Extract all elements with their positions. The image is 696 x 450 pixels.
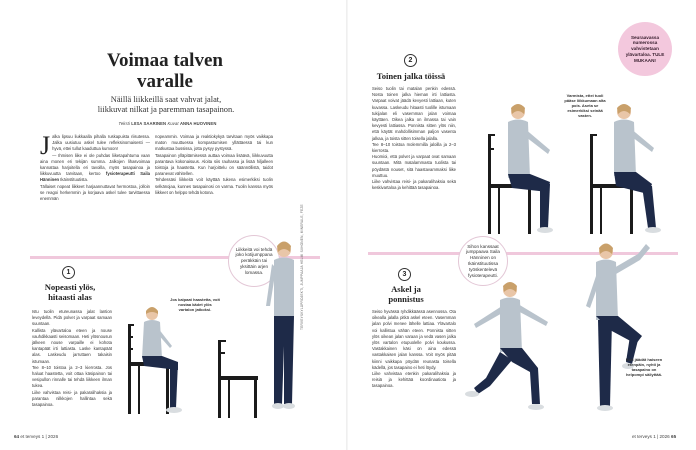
footer-right-brand: et terveys: [632, 434, 652, 439]
footer-left-page: 64: [14, 434, 20, 439]
section-1-p4: Liike vahvistaa reisi- ja pakaralihaksia ja parantaa nilkkojen hallintaa sekä tasapainoa.: [32, 389, 112, 408]
section-2-p2: Tee 8–10 toistoa molemmilla jaloilla ja 2–3 kierrosta.: [372, 141, 456, 154]
section-1-body: [32, 309, 112, 408]
person-seated-icon: [142, 307, 182, 413]
footer-left-issue: 1 | 2026: [41, 434, 59, 439]
intro-col2-p3: Tehdessäsi liikkeitä voit käyttää tukena esimerkiksi tuolin selkänojaa, kunnes tasapainosi on varma. Tuolin kanssa myös liikkeet on helppo tehdä kotona.: [155, 177, 273, 195]
section-1-p2: Kallista ylävartaloa eteen ja nouse vauhdikkaasti seisomaan. Heti ylösnousun jälkeen nouse varpaille ei kohota kantapäät irti lattiasta. Laske kantapäät alas. Laskeudu jarruttaen takaisin istumaan.: [32, 327, 112, 364]
figure-knee-drive: [576, 236, 656, 422]
footer-right: [632, 434, 676, 439]
section-3-p1: Seiso hyvässä ryhdikkäässä asennossa. Ota oikealla jalalla pitkä askel eteen. Vasemman jalan polvi menee lähelle lattiaa. Ylävartalo voi kallistua vähän eteen. Ponnista sitten ylös oikean jalan varaan ja vedä vasen jalka ylös vartalon etupuolelle polvi koukussa. Vastakkainen käsi on aina edessä vastakkaisen jalan kanssa. Voit myös pitää kiinni vaikkapa pöydän reunasta toisella kädellä, jos tasapaino ei heti löydy.: [372, 309, 456, 370]
section-1-number: 1: [62, 266, 75, 279]
intro-col2-p1: nopeammin. Voimaa ja reaktiokykyä tarvitaan myös vaikkapa maton muuttuessa kompastumisen yllättäessä tai kun matkustaa bussissa, jotta pysyy pystyssä.: [155, 134, 273, 152]
note-challenge: Jos kaipaat haastetta, voit nostaa kädet ylös vartalon jatkoksi.: [170, 297, 220, 312]
subtitle-line-2: liikkuvat nilkat ja paremman tasapainon.: [97, 105, 235, 114]
title-line-2: varalle: [137, 71, 193, 92]
figure-one-leg-sit: [480, 100, 560, 240]
section-3-number: 3: [398, 268, 411, 281]
intro-col1-p3: Tällaiset nopeat liikkeet harjaannuttavat hermostoa, jolloin se reagoi herkemmin ja korjaava askel tulee tarvittaessa enemmän: [40, 183, 150, 202]
intro-col1-p2: — Ihmisen liike ei ole puhdas liiketapahtuma vaan aina monen eri tekijän summa. Jalkojen lihasvoimaa kannattaa harjoitella eri tavoilla, myös tasapainoa ja liikkuvuutta tarvitaan, kertoo: [40, 152, 150, 177]
person-knee-drive-icon: [586, 244, 650, 412]
section-2-p3: Huomioi, että polvet ja varpaat ovat samaan suuntaan. Mitä matalammasta tuolista tai pöydästä nouset, sitä haastavammaksi liike muuttuu.: [372, 154, 456, 178]
section-3-title-line-1: Askel ja: [391, 284, 421, 294]
footer-right-issue: 1 | 2026: [653, 434, 670, 439]
intro-col1-p1: alka lipsuu liukkaalla pihalla ruskapuista riisutessa. Jalka uusiutuu askel tulee refleksinomaisesti — hyvä, ettei tullut kaaduttua kumoon!: [52, 134, 150, 152]
intro-col1-name: fysioterapeutti Saila Hänninen: [40, 171, 150, 183]
byline-photo-name: ANNA HUOVINEN: [179, 121, 217, 126]
section-1-p3: Tee 8–10 toistoa ja 2–3 kierrosta. Jos haluat haastetta, voit ottaa käsipainon tai vesipullon rinnalle tai tehdä liikkeen ilman tukea.: [32, 364, 112, 389]
subtitle-line-1: Näillä liikkeillä saat vahvat jalat,: [110, 95, 222, 104]
therapist-text: Sihon kanssaat jumppaava Saila Hänninen on Ikäinstituutissa työskentelevä fysioterapeutti.: [466, 243, 500, 278]
note-balance: Kun jäädät haiseen etenpäin, nyhti ja tasapaino on helpompi säilyttää.: [625, 357, 663, 377]
byline-text-role: Teksti: [118, 121, 130, 126]
right-page: [348, 0, 696, 450]
intro-col1-p2-end: Ikäinstituutista.: [60, 177, 88, 183]
section-2-title: Toinen jalka töissä: [376, 71, 446, 81]
intro-column-2: [155, 134, 273, 196]
figure-standing: [214, 236, 304, 422]
article-subtitle: [36, 95, 296, 115]
photo-credit: TERVEYSKYLÄPROJEKTI, JUMPPAAJA HELMI SIIHONEN, MINERALE, FEZE: [300, 204, 304, 330]
section-1-title-line-1: Nopeasti ylös,: [44, 282, 96, 292]
person-lunge-icon: [465, 282, 548, 410]
intro-col2-p2: Tasapainon ylläpitämisessä auttaa voimaa lisäävä, liikkuvuutta parantava kokonaisuus. Aloita siis rauhassa ja lisää hiljalleen toistoja ja haastetta. Kun harjoittelu on säännöllistä, taidot paranevat vähitellen.: [155, 152, 273, 177]
section-1-title-line-2: hitaasti alas: [48, 291, 92, 302]
byline-text-name: LIISA SAARINEN: [131, 121, 167, 126]
section-3-p2: Liike vahvistaa etenkin pakaralihaksia ja reisiä ja kehittää koordinaatiota ja tasapainoa.: [372, 371, 456, 389]
footer-left: [14, 434, 58, 439]
chair-2-icon: [218, 340, 258, 418]
gym-tip-text: Liikkeitä voi tehdä joko kotijumppana peräkkäin tai yksittäin arjen lomassa.: [235, 246, 273, 275]
title-line-1: Voimaa talven: [107, 50, 223, 71]
section-3-title-line-2: ponnistus: [388, 293, 424, 304]
person-one-leg-stand-icon: [614, 104, 661, 233]
section-1-title: [30, 283, 110, 302]
figure-one-leg-stand: [586, 100, 666, 240]
next-issue-text: Seuraavassa numerossa vahvistetaan ylävartaloa. TULE MUKAAN!: [625, 34, 665, 63]
intro-column-1: [40, 131, 150, 202]
footer-left-brand: et terveys: [20, 434, 41, 439]
footer-right-page: 65: [671, 434, 677, 439]
next-issue-bubble: [618, 22, 672, 76]
section-3-title: [366, 285, 446, 304]
section-3-body: [372, 309, 456, 390]
article-title: [60, 50, 270, 92]
figure-seated: [118, 300, 188, 420]
section-1-p1: Istu tuolin etureunassa jalat lantion leveydellä. Pidä polvet ja varpaat samaan suuntaan.: [32, 309, 112, 327]
figure-lunge: [460, 276, 560, 422]
person-standing-icon: [266, 242, 295, 410]
section-2-p1: Seiso tuolin tai matalan penkin edessä. Nosta toinen jalka hieman irti lattiasta. Varpaat voivat jäädä kevyesti lattiaan, kuten kuvassa. Laskeudu hitaasti tuolille istumaan tukijalan eli vasemman jalan voimaa käyttäen. Oikea jalka on ilmassa tai vain kevyesti lattiassa. Ponnista sitten ylös niin, että käytät mahdollisimman paljon vasenta jalkaa, ja toista sitten toisella jalalla.: [372, 86, 456, 141]
section-2-body: [372, 86, 456, 191]
section-2-p4: Liike vahvistaa reisi- ja pakaralihaksia sekä keskivartaloa ja kehittää tasapainoa.: [372, 179, 456, 191]
note-chair-safety: Varmista, ettei tuoli pääse liikkumaan alta pois. Aseta se esimerkiksi seinää vasten.: [564, 93, 606, 118]
byline: [60, 121, 275, 126]
byline-photo-role: Kuvat: [167, 121, 179, 126]
section-2-number: 2: [404, 54, 417, 67]
drop-cap: J: [40, 131, 51, 160]
